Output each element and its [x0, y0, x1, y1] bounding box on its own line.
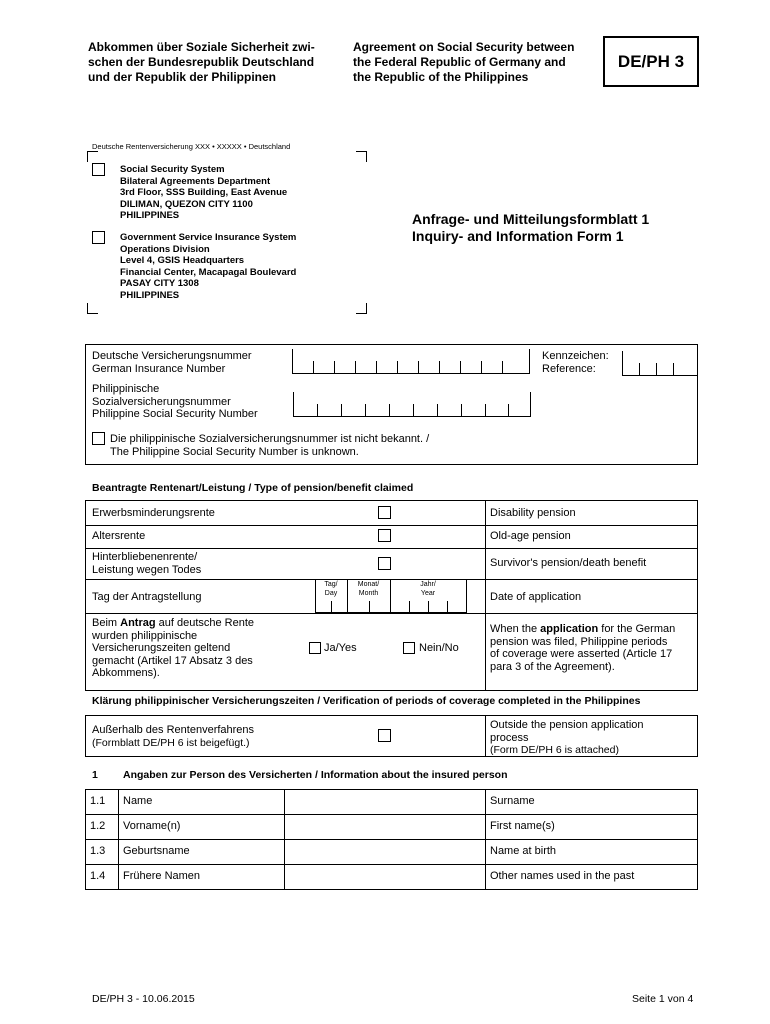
coverage-asserted-yes-label: Ja/Yes	[324, 642, 357, 654]
address-corner-top-left	[87, 151, 98, 162]
coverage-asserted-en: When the application for the German pension was filed, Philippine periods of coverage were asserted (Article 17 para 3 of the Agreement).	[490, 623, 676, 673]
sender-line: Deutsche Rentenversicherung XXX • XXXXX • Deutschland	[92, 142, 291, 151]
birth-name-label-en: Name at birth	[490, 845, 557, 857]
reference-input[interactable]	[622, 351, 698, 376]
coverage-asserted-no-label: Nein/No	[419, 642, 459, 654]
reference-label: Kennzeichen: Reference:	[542, 350, 609, 375]
gsis-checkbox[interactable]	[92, 231, 105, 244]
form-code-box	[603, 36, 699, 87]
old-age-pension-de: Altersrente	[92, 530, 146, 542]
form-title-english: Inquiry- and Information Form 1	[412, 228, 624, 244]
german-insurance-number-label: Deutsche Versicherungsnummer German Insurance Number	[92, 350, 252, 375]
month-label: Monat/ Month	[357, 581, 380, 597]
coverage-section-heading: Klärung philippinischer Versicherungszeiten / Verification of periods of coverage completed in the Philippines	[92, 695, 641, 707]
year-label: Jahr/ Year	[420, 581, 436, 597]
surname-label-de: Name	[123, 795, 153, 807]
survivor-pension-de: Hinterbliebenenrente/ Leistung wegen Todes	[92, 551, 202, 576]
coverage-asserted-yes-checkbox[interactable]	[309, 642, 321, 654]
philippine-ssn-input[interactable]	[293, 392, 531, 417]
first-names-input[interactable]	[284, 815, 483, 838]
footer-page-number: Seite 1 von 4	[632, 993, 694, 1005]
person-row-number: 1.2	[90, 820, 106, 832]
philippine-ssn-label: Philippinische Sozialversicherungsnummer Philippine Social Security Number	[92, 383, 258, 420]
day-label: Tag/ Day	[324, 581, 338, 597]
outside-procedure-de: Außerhalb des Rentenverfahrens (Formblatt DE/PH 6 ist beigefügt.)	[92, 724, 255, 749]
german-agreement-title: Abkommen über Soziale Sicherheit zwi- schen der Bundesrepublik Deutschland und der Republik der Philippinen	[88, 40, 315, 84]
coverage-asserted-de: Beim Antrag auf deutsche Rente wurden philippinische Versicherungszeiten geltend gemacht (Artikel 17 Absatz 3 des Abkommens).	[92, 617, 255, 679]
form-title	[412, 211, 649, 245]
ssn-unknown-label: Die philippinische Sozialversicherungsnummer ist nicht bekannt. / The Philippine Social Security Number is unknown.	[110, 433, 430, 458]
birth-name-label-de: Geburtsname	[123, 845, 190, 857]
old-age-pension-en: Old-age pension	[490, 530, 571, 542]
outside-procedure-en: Outside the pension application process (Form DE/PH 6 is attached)	[490, 719, 644, 756]
application-date-en: Date of application	[490, 591, 582, 603]
form-title-german: Anfrage- und Mitteilungsformblatt 1	[412, 211, 650, 227]
former-names-label-de: Frühere Namen	[123, 870, 201, 882]
ssn-unknown-checkbox[interactable]	[92, 432, 105, 445]
application-date-de: Tag der Antragstellung	[92, 591, 202, 603]
address-corner-bottom-left	[87, 303, 98, 314]
coverage-asserted-no-checkbox[interactable]	[403, 642, 415, 654]
footer-form-version: DE/PH 3 - 10.06.2015	[92, 993, 195, 1005]
birth-name-input[interactable]	[284, 840, 483, 863]
address-corner-top-right	[356, 151, 367, 162]
gsis-address: Government Service Insurance System Operations Division Level 4, GSIS Headquarters Financial Center, Macapagal Boulevard PASAY CITY 1308 PHILIPPINES	[120, 232, 297, 301]
disability-pension-de: Erwerbsminderungsrente	[92, 507, 215, 519]
person-row-number: 1.3	[90, 845, 106, 857]
first-names-label-en: First name(s)	[490, 820, 555, 832]
former-names-input[interactable]	[284, 865, 483, 888]
german-insurance-number-input[interactable]	[292, 349, 530, 374]
first-names-label-de: Vorname(n)	[123, 820, 181, 832]
disability-pension-en: Disability pension	[490, 507, 576, 519]
survivor-pension-en: Survivor's pension/death benefit	[490, 557, 647, 569]
person-row-number: 1.1	[90, 795, 106, 807]
form-code: DE/PH 3	[617, 52, 685, 71]
surname-input[interactable]	[284, 790, 483, 813]
sss-address: Social Security System Bilateral Agreements Department 3rd Floor, SSS Building, East Avenue DILIMAN, QUEZON CITY 1100 PHILIPPINES	[120, 164, 288, 221]
address-corner-bottom-right	[356, 303, 367, 314]
survivor-pension-checkbox[interactable]	[378, 557, 391, 570]
english-agreement-title: Agreement on Social Security between the Federal Republic of Germany and the Republic of the Philippines	[353, 40, 575, 84]
person-section-number: 1	[92, 769, 98, 781]
former-names-label-en: Other names used in the past	[490, 870, 635, 882]
surname-label-en: Surname	[490, 795, 535, 807]
sss-checkbox[interactable]	[92, 163, 105, 176]
pension-section-heading: Beantragte Rentenart/Leistung / Type of pension/benefit claimed	[92, 482, 414, 494]
disability-pension-checkbox[interactable]	[378, 506, 391, 519]
person-row-number: 1.4	[90, 870, 106, 882]
outside-procedure-checkbox[interactable]	[378, 729, 391, 742]
person-section-heading: Angaben zur Person des Versicherten / Information about the insured person	[123, 769, 508, 781]
old-age-pension-checkbox[interactable]	[378, 529, 391, 542]
